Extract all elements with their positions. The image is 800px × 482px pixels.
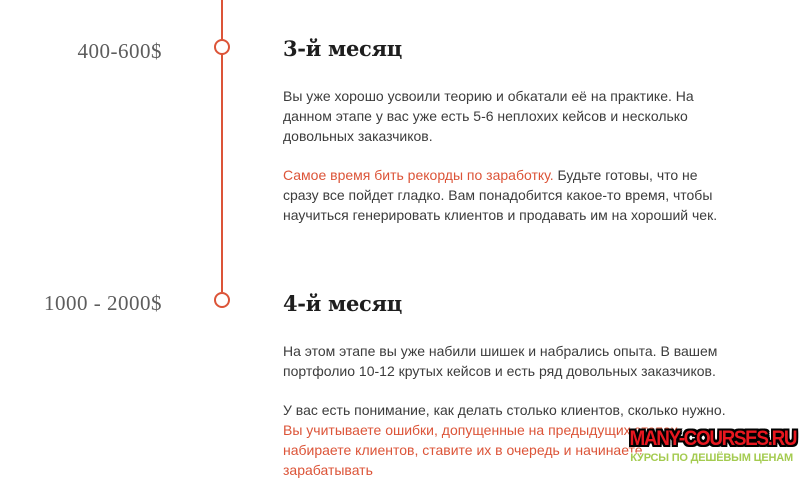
- text-segment: Вы уже хорошо усвоили теорию и обкатали её на практике. На данном этапе у вас уже есть 5-6 неплохих кейсов и несколько довольных заказчиков.: [283, 88, 694, 144]
- text-segment-accent: Вы учитываете ошибки, допущенные на предыдущих этапах, набираете клиентов, ставите их в очередь и начинаете зарабатывать: [283, 422, 682, 478]
- timeline-dot-month-3: [214, 39, 230, 55]
- text-segment: Будьте готовы, что не сразу все пойдет гладко. Вам понадобится какое-то время, чтобы научиться генерировать клиентов и продавать им на хороший чек.: [283, 167, 718, 223]
- text-segment-accent: Самое время бить рекорды по заработку.: [283, 167, 554, 183]
- watermark-logo: MANY-COURSES.RU: [629, 427, 796, 450]
- paragraph: [283, 165, 735, 225]
- earnings-label-month-4: 1000 - 2000$: [44, 291, 162, 315]
- paragraph: [283, 86, 735, 146]
- earnings-label-month-3: 400-600$: [77, 39, 162, 63]
- text-segment: У вас есть понимание, как делать столько клиентов, сколько нужно.: [283, 402, 726, 418]
- month-4-title: 4-й месяц: [283, 291, 402, 316]
- month-3-section: [283, 36, 735, 225]
- watermark-subtitle: КУРСЫ ПО ДЕШЁВЫМ ЦЕНАМ: [630, 452, 793, 464]
- timeline-dot-month-4: [214, 292, 230, 308]
- month-3-title: 3-й месяц: [283, 36, 402, 61]
- text-segment: На этом этапе вы уже набили шишек и набрались опыта. В вашем портфолио 10-12 крутых кейсов и есть ряд довольных заказчиков.: [283, 343, 718, 379]
- paragraph: [283, 341, 735, 381]
